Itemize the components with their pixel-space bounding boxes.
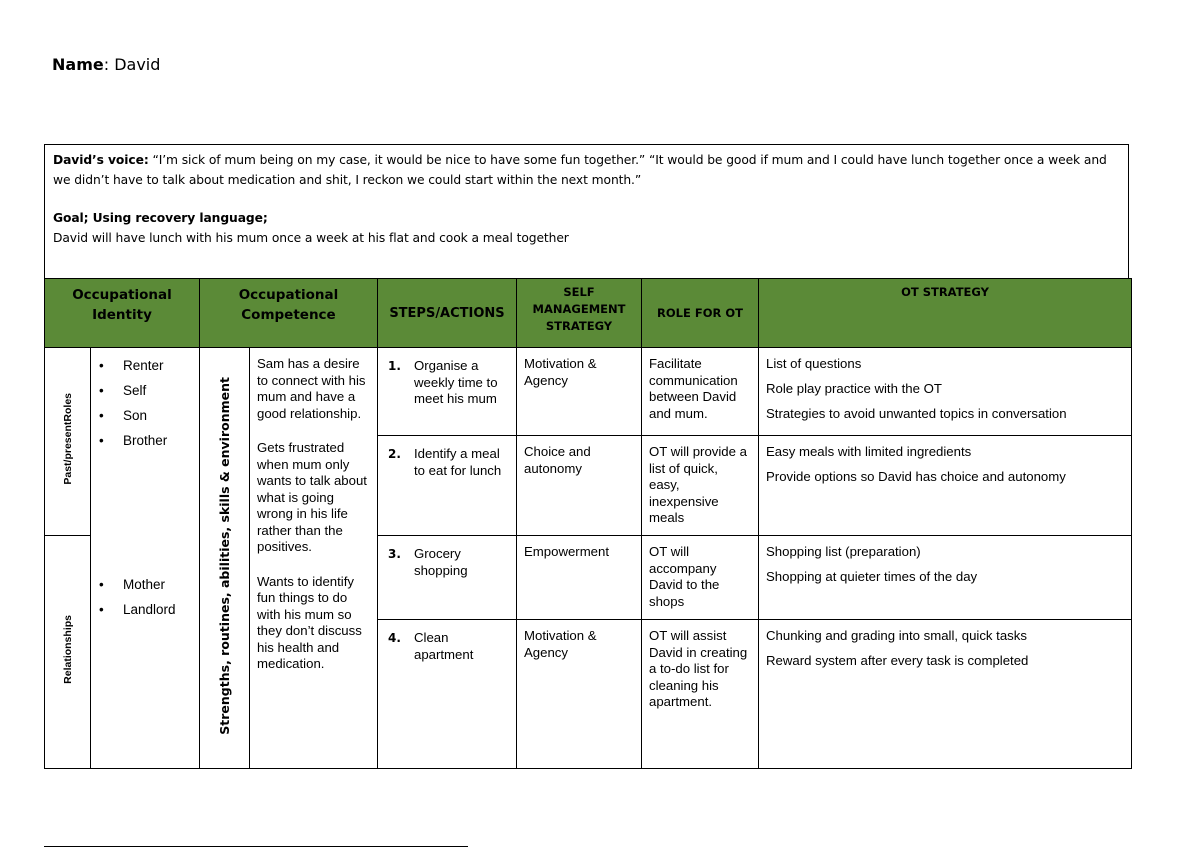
- header-row: [45, 279, 1132, 348]
- ot-role-cell: OT will accompany David to the shops: [642, 536, 759, 620]
- step-action: Grocery shopping: [414, 546, 468, 578]
- step-cell: 4. Clean apartment: [378, 620, 517, 769]
- relationships-cell: [45, 536, 91, 769]
- strategy-item: Reward system after every task is completed: [766, 653, 1029, 668]
- self-management-cell: Motivation & Agency: [517, 620, 642, 769]
- step-cell: 2. Identify a meal to eat for lunch: [378, 436, 517, 536]
- ot-strategy-cell: [759, 436, 1132, 536]
- step-action: Identify a meal to eat for lunch: [414, 446, 502, 478]
- strategy-item: Shopping list (preparation): [766, 544, 921, 559]
- name-line: [52, 55, 160, 74]
- strategy-item: Provide options so David has choice and autonomy: [766, 469, 1066, 484]
- competence-description: Gets frustrated when mum only wants to talk about what is going wrong in his life rather than the positives.: [257, 440, 367, 554]
- strategy-item: List of questions: [766, 356, 862, 371]
- past-present-roles-label: Past/presentRoles: [61, 393, 74, 485]
- footnote-separator: [44, 846, 468, 847]
- step-action: Organise a weekly time to meet his mum: [414, 358, 498, 406]
- goal-text: David will have lunch with his mum once a week at his flat and cook a meal together: [53, 231, 569, 245]
- step-cell: 1. Organise a weekly time to meet his mum: [378, 348, 517, 436]
- strategy-item: Strategies to avoid unwanted topics in conversation: [766, 406, 1067, 421]
- strategy-item: Shopping at quieter times of the day: [766, 569, 978, 584]
- relationships-label: Relationships: [61, 615, 74, 684]
- header-steps: STEPS/ACTIONS: [378, 279, 517, 348]
- self-management-cell: Motivation & Agency: [517, 348, 642, 436]
- name-value: : David: [103, 55, 161, 74]
- competence-description: Wants to identify fun things to do with his mum so they don’t discuss his health and medication.: [257, 573, 362, 671]
- ot-strategy-cell: [759, 536, 1132, 620]
- step-cell: 3. Grocery shopping: [378, 536, 517, 620]
- list-item: • Self: [91, 381, 199, 406]
- self-management-cell: Empowerment: [517, 536, 642, 620]
- voice-label: David’s voice:: [53, 153, 149, 167]
- self-management-cell: Choice and autonomy: [517, 436, 642, 536]
- voice-box: [44, 144, 1129, 278]
- relations-list: [91, 575, 199, 625]
- header-self-management: SELF MANAGEMENT STRATEGY: [517, 279, 642, 348]
- ot-role-cell: OT will assist David in creating a to-do list for cleaning his apartment.: [642, 620, 759, 769]
- ot-role-cell: OT will provide a list of quick, easy, inexpensive meals: [642, 436, 759, 536]
- strategy-item: Easy meals with limited ingredients: [766, 444, 972, 459]
- ot-strategy-cell: [759, 620, 1132, 769]
- ot-role-cell: Facilitate communication between David and mum.: [642, 348, 759, 436]
- table-row: [45, 348, 1132, 436]
- name-label: Name: [52, 55, 104, 74]
- strategy-item: Chunking and grading into small, quick tasks: [766, 628, 1027, 643]
- goal-label: Goal; Using recovery language;: [53, 211, 268, 225]
- competence-description: Sam has a desire to connect with his mum and have a good relationship.: [257, 356, 366, 421]
- roles-cell: [91, 348, 200, 769]
- voice-paragraph: [53, 150, 1120, 190]
- list-item: • Mother: [91, 575, 199, 600]
- header-competence: Occupational Competence: [200, 279, 378, 348]
- ot-strategy-cell: [759, 348, 1132, 436]
- header-ot-strategy: OT STRATEGY: [759, 279, 1132, 348]
- list-item: • Son: [91, 406, 199, 431]
- list-item: • Brother: [91, 431, 199, 456]
- voice-text: “I’m sick of mum being on my case, it would be nice to have some fun together.” “It would be good if mum and I could have lunch together once a week and we didn’t have to talk about medication and shit, I reckon we could start within the next month.”: [53, 153, 1107, 187]
- plan-table: [44, 278, 1132, 769]
- strengths-cell: [200, 348, 250, 769]
- step-action: Clean apartment: [414, 630, 474, 662]
- list-item: • Landlord: [91, 600, 199, 625]
- strategy-item: Role play practice with the OT: [766, 381, 942, 396]
- competence-description-cell: [250, 348, 378, 769]
- header-role: ROLE FOR OT: [642, 279, 759, 348]
- header-identity: Occupational Identity: [45, 279, 200, 348]
- past-present-roles-cell: [45, 348, 91, 536]
- list-item: • Renter: [91, 356, 199, 381]
- roles-list: [91, 356, 199, 456]
- strengths-label: Strengths, routines, abilities, skills & environment: [217, 376, 232, 735]
